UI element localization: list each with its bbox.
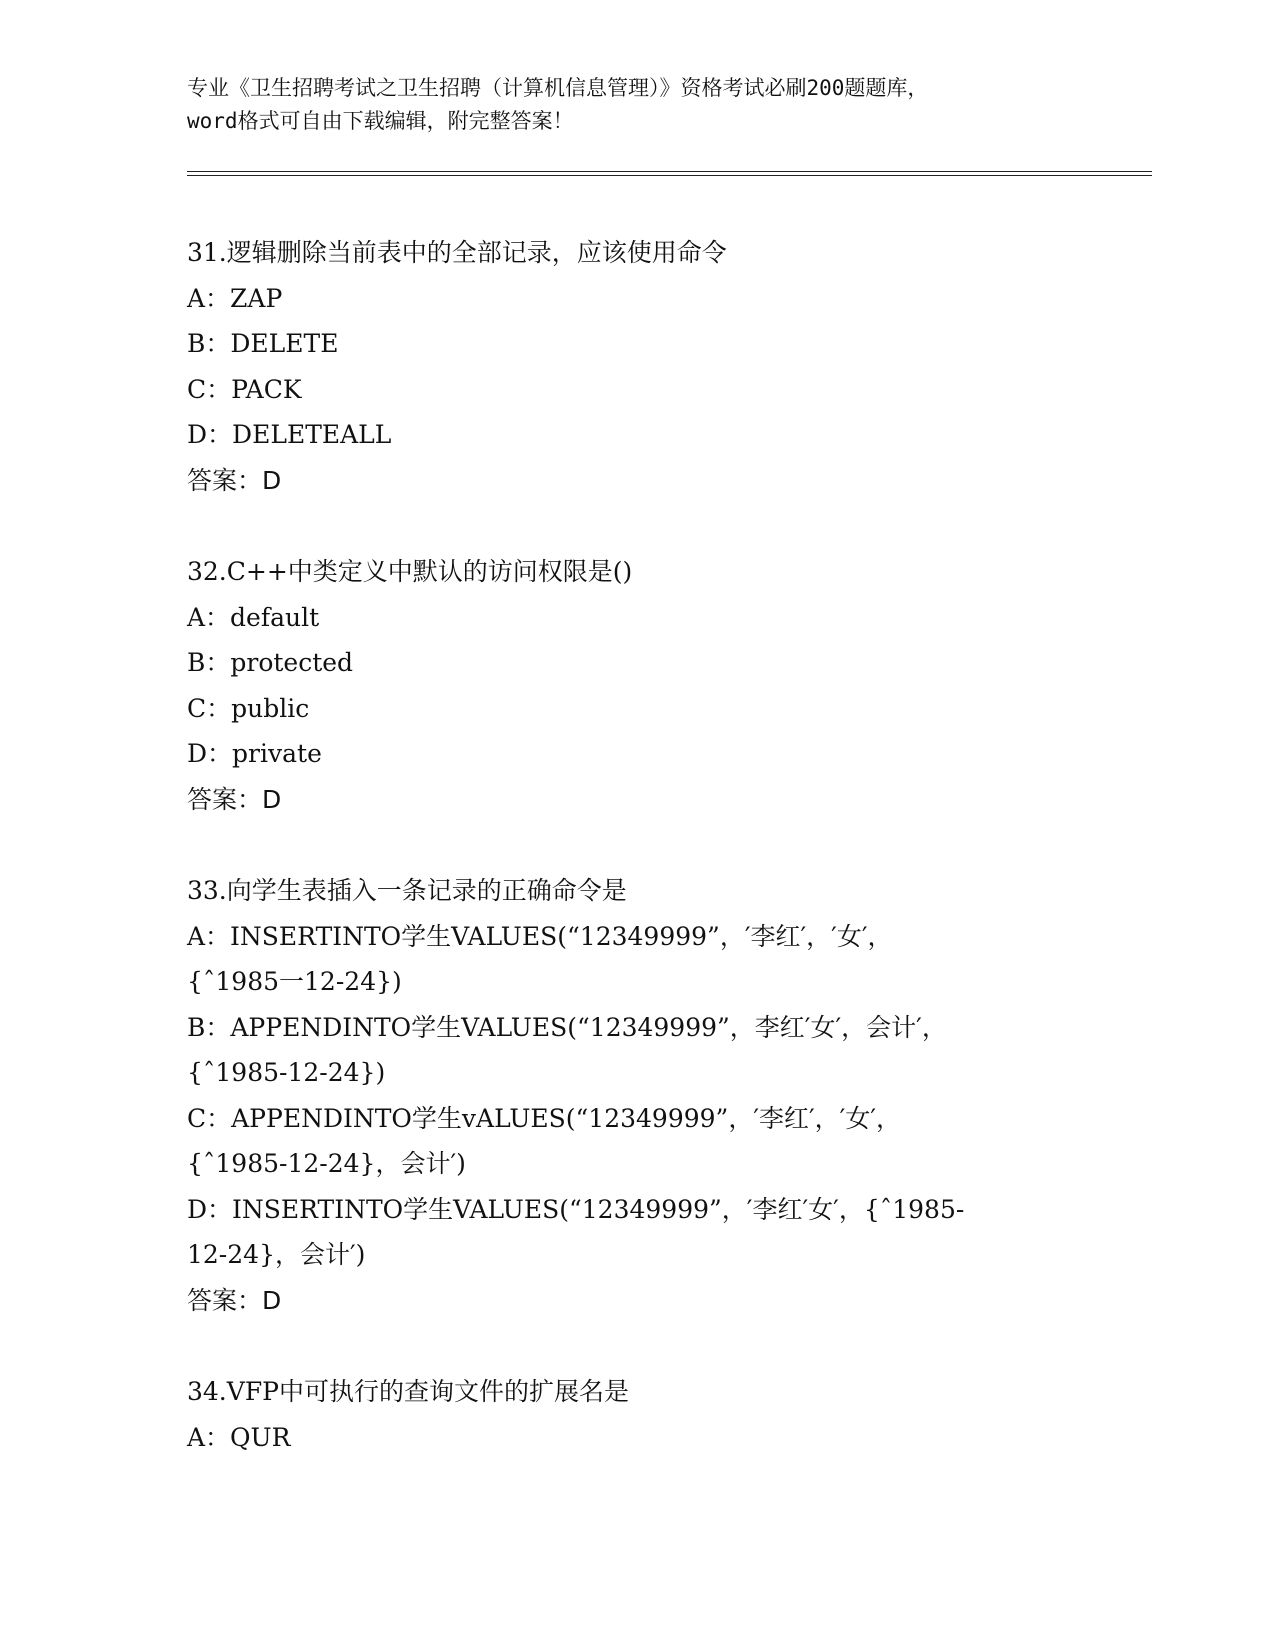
question-block (187, 230, 1087, 503)
answer-text: 答案：D (187, 784, 282, 814)
option-text: 12-24}，会计′) (187, 1240, 366, 1269)
document-header (187, 72, 1087, 138)
answer-text: 答案：D (187, 465, 282, 495)
question-text: 34.VFP中可执行的查询文件的扩展名是 (187, 1377, 629, 1406)
question-list (187, 230, 1087, 1506)
question-text: 32.C++中类定义中默认的访问权限是() (187, 557, 633, 586)
option-text: A：QUR (187, 1422, 291, 1452)
header-line-2: word格式可自由下载编辑，附完整答案！ (187, 109, 574, 133)
option-text: {ˆ1985-12-24}，会计′) (187, 1149, 466, 1178)
option-text: A：default (187, 602, 320, 632)
header-divider-bottom (187, 175, 1152, 176)
question-block (187, 868, 1087, 1323)
option-text: A：INSERTINTO学生VALUES(“12349999”，′李红′，′女′， (187, 921, 893, 951)
answer-text: 答案：D (187, 1285, 282, 1315)
option-text: D：INSERTINTO学生VALUES(“12349999”，′李红′女′，{ˆ1985- (187, 1194, 965, 1224)
option-text: D：private (187, 739, 322, 768)
question-block (187, 549, 1087, 822)
question-block (187, 1369, 1087, 1460)
option-text: B：APPENDINTO学生VALUES(“12349999”，李红′女′，会计′， (187, 1012, 947, 1042)
option-text: C：PACK (187, 374, 302, 404)
question-text: 33.向学生表插入一条记录的正确命令是 (187, 876, 627, 905)
option-text: B：protected (187, 648, 354, 677)
option-text: D：DELETEALL (187, 420, 392, 449)
option-text: {ˆ1985-12-24}) (187, 1058, 386, 1087)
header-divider-top (187, 171, 1152, 172)
option-text: C：public (187, 693, 310, 723)
option-text: {ˆ1985一12-24}) (187, 967, 402, 996)
option-text: B：DELETE (187, 329, 339, 358)
option-text: C：APPENDINTO学生vALUES(“12349999”，′李红′，′女′， (187, 1103, 902, 1133)
option-text: A：ZAP (187, 283, 283, 313)
header-line-1: 专业《卫生招聘考试之卫生招聘（计算机信息管理）》资格考试必刷200题题库， (187, 76, 929, 100)
question-text: 31.逻辑删除当前表中的全部记录，应该使用命令 (187, 238, 727, 267)
